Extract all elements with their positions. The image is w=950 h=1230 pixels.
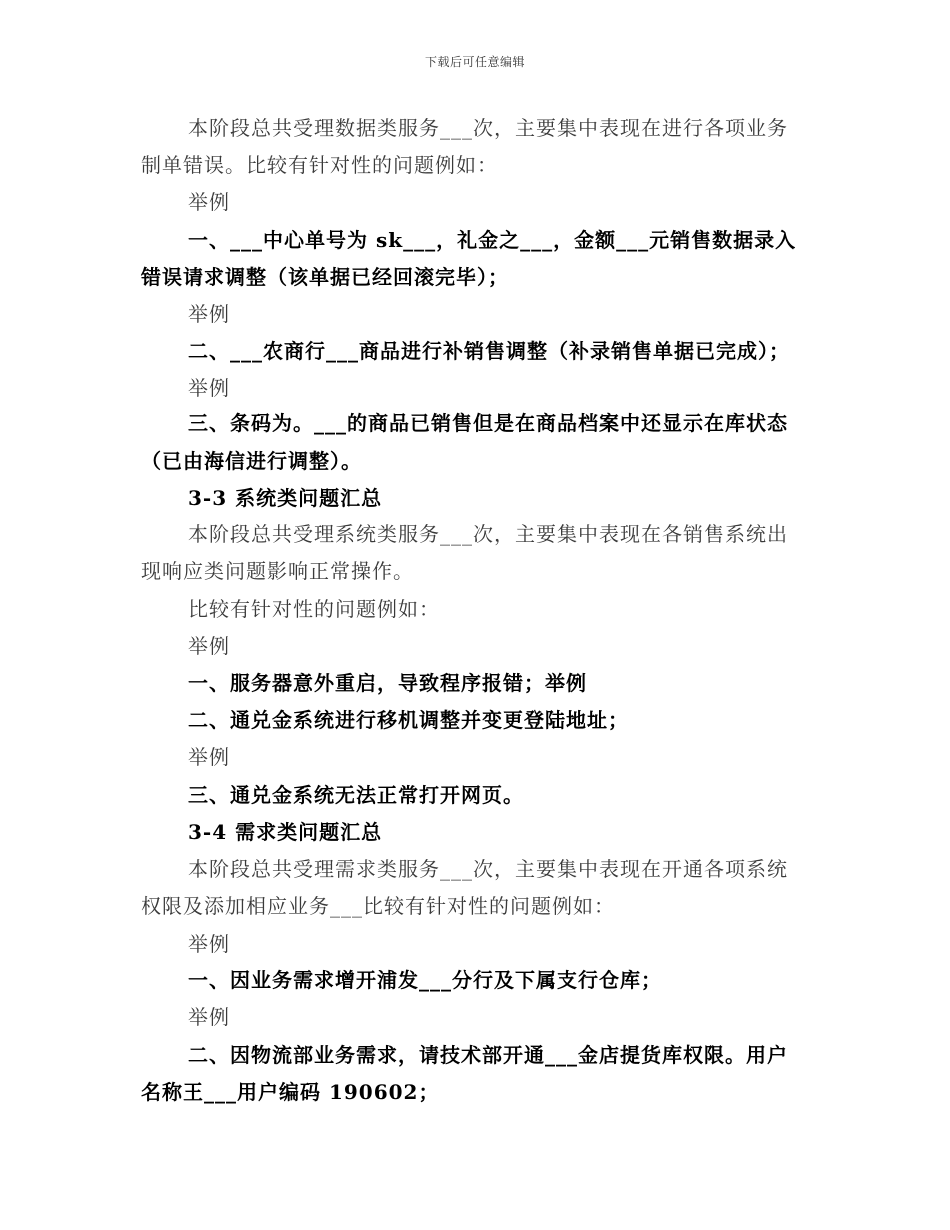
bold-text-line: 三、条码为。___的商品已销售但是在商品档案中还显示在库状态: [188, 411, 788, 435]
text-line: 本阶段总共受理需求类服务___次，主要集中表现在开通各项系统: [188, 857, 788, 881]
page-header: 下载后可任意编辑: [424, 55, 525, 69]
example-label: 举例: [188, 376, 230, 400]
bold-text-line: 错误请求调整（该单据已经回滚完毕）；: [141, 265, 509, 289]
example-label: 举例: [188, 1005, 230, 1029]
text-line: 本阶段总共受理系统类服务___次，主要集中表现在各销售系统出: [188, 522, 788, 546]
bold-text-line: 二、因物流部业务需求，请技术部开通___金店提货库权限。用户: [188, 1043, 788, 1067]
bold-text-line: 二、通兑金系统进行移机调整并变更登陆地址；: [188, 708, 629, 732]
bold-text-line: 一、因业务需求增开浦发___分行及下属支行仓库；: [188, 968, 662, 992]
example-label: 举例: [188, 745, 230, 769]
bold-text-line: 二、___农商行___商品进行补销售调整（补录销售单据已完成）；: [188, 339, 790, 363]
bold-text-line: 三、通兑金系统无法正常打开网页。: [188, 783, 524, 807]
text-line: 权限及添加相应业务___比较有针对性的问题例如：: [141, 894, 615, 918]
text-line: 现响应类问题影响正常操作。: [141, 559, 414, 583]
text-line: 制单错误。比较有针对性的问题例如：: [141, 153, 498, 177]
bold-text-line: 3-3 系统类问题汇总: [188, 486, 383, 510]
example-label: 举例: [188, 932, 230, 956]
text-line: 比较有针对性的问题例如：: [188, 597, 440, 621]
bold-text-line: （已由海信进行调整）。: [141, 449, 362, 473]
bold-text-line: 一、服务器意外重启，导致程序报错；举例: [188, 671, 587, 695]
bold-text-line: 名称王___用户编码 190602；: [141, 1080, 440, 1104]
bold-text-line: 一、___中心单号为 sk___，礼金之___，金额___元销售数据录入: [188, 228, 797, 252]
example-label: 举例: [188, 634, 230, 658]
example-label: 举例: [188, 302, 230, 326]
example-label: 举例: [188, 190, 230, 214]
bold-text-line: 3-4 需求类问题汇总: [188, 820, 383, 844]
text-line: 本阶段总共受理数据类服务___次，主要集中表现在进行各项业务: [188, 116, 788, 140]
